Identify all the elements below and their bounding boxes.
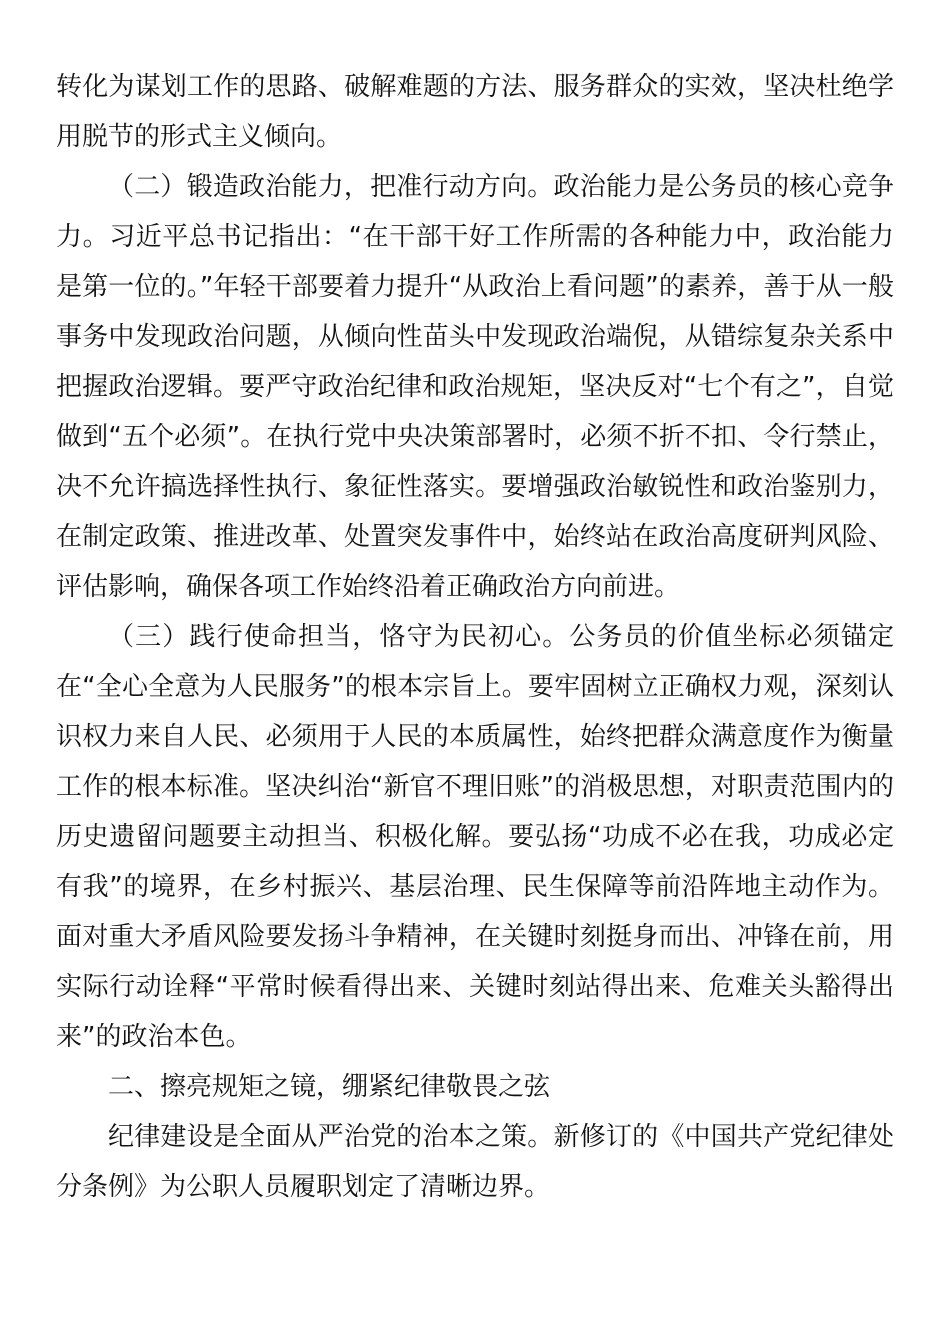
section-heading: 二、擦亮规矩之镜，绷紧纪律敬畏之弦 (108, 1072, 551, 1102)
paragraph-discipline-intro: 纪律建设是全面从严治党的治本之策。新修订的《中国共产党纪律处分条例》为公职人员履职划定了清晰边界。 (56, 1122, 894, 1202)
paragraph-political-ability: （二）锻造政治能力，把准行动方向。政治能力是公务员的核心竞争力。习近平总书记指出：“在干部干好工作所需的各种能力中，政治能力是第一位的。”年轻干部要着力提升“从政治上看问题”的素养，善于从一般事务中发现政治问题，从倾向性苗头中发现政治端倪，从错综复杂关系中把握政治逻辑。要严守政治纪律和政治规矩，坚决反对“七个有之”，自觉做到“五个必须”。在执行党中央决策部署时，必须不折不扣、令行禁止，决不允许搞选择性执行、象征性落实。要增强政治敏锐性和政治鉴别力，在制定政策、推进改革、处置突发事件中，始终站在政治高度研判风险、评估影响，确保各项工作始终沿着正确政治方向前进。 (56, 172, 894, 602)
paragraph-mission-responsibility: （三）践行使命担当，恪守为民初心。公务员的价值坐标必须锚定在“全心全意为人民服务”的根本宗旨上。要牢固树立正确权力观，深刻认识权力来自人民、必须用于人民的本质属性，始终把群众满意度作为衡量工作的根本标准。坚决纠治“新官不理旧账”的消极思想，对职责范围内的历史遗留问题要主动担当、积极化解。要弘扬“功成不必在我，功成必定有我”的境界，在乡村振兴、基层治理、民生保障等前沿阵地主动作为。面对重大矛盾风险要发扬斗争精神，在关键时刻挺身而出、冲锋在前，用实际行动诠释“平常时候看得出来、关键时刻站得出来、危难关头豁得出来”的政治本色。 (56, 622, 894, 1052)
paragraph-continued: 转化为谋划工作的思路、破解难题的方法、服务群众的实效，坚决杜绝学用脱节的形式主义倾向。 (56, 72, 894, 152)
document-body (56, 62, 894, 1212)
